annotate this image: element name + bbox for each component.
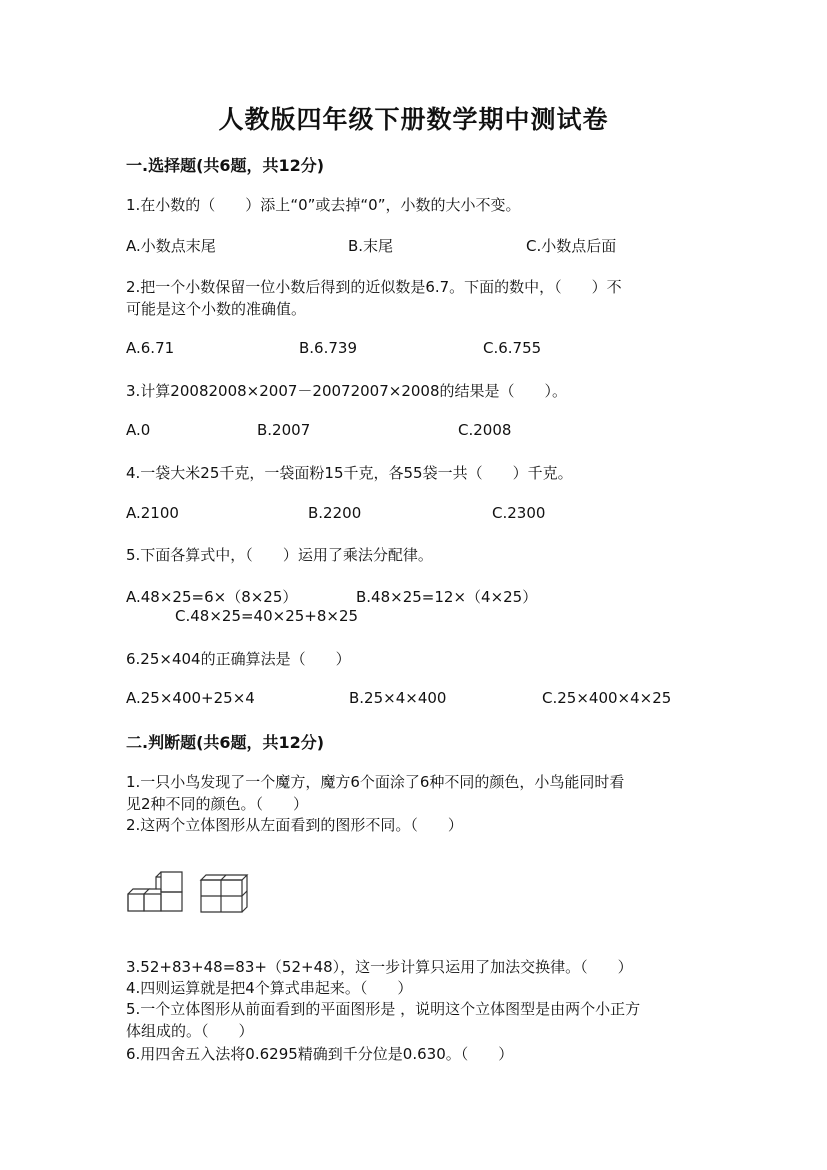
question-3-option-c: C.2008 — [458, 421, 512, 439]
question-1-option-c: C.小数点后面 — [526, 237, 617, 255]
judgement-3-text: 3.52+83+48=83+（52+48），这一步计算只运用了加法交换律。（ ） — [126, 958, 633, 976]
question-5-option-c: C.48×25=40×25+8×25 — [175, 607, 359, 625]
judgement-5-line-2: 体组成的。（ ） — [126, 1022, 254, 1040]
question-5-text: 5.下面各算式中，（ ）运用了乘法分配律。 — [126, 546, 433, 564]
judgement-6-text: 6.用四舍五入法将0.6295精确到千分位是0.630。（ ） — [126, 1045, 514, 1063]
question-5-option-b: B.48×25=12×（4×25） — [356, 588, 538, 606]
question-3-option-a: A.0 — [126, 421, 151, 439]
cube-stack-figure-left — [125, 870, 185, 914]
question-3-text: 3.计算20082008×2007－20072007×2008的结果是（ ）。 — [126, 382, 567, 400]
question-2-text-line-1: 2.把一个小数保留一位小数后得到的近似数是6.7。下面的数中，（ ）不 — [126, 278, 622, 296]
judgement-5-line-1: 5.一个立体图形从前面看到的平面图形是 ，说明这个立体图型是由两个小正方 — [126, 1000, 641, 1018]
question-2-text-line-2: 可能是这个小数的准确值。 — [126, 300, 307, 318]
question-3-option-b: B.2007 — [257, 421, 311, 439]
judgement-2-text: 2.这两个立体图形从左面看到的图形不同。（ ） — [126, 816, 463, 834]
question-1-text: 1.在小数的（ ）添上“0”或去掉“0”，小数的大小不变。 — [126, 196, 521, 214]
question-4-option-a: A.2100 — [126, 504, 179, 522]
question-6-option-c: C.25×400×4×25 — [542, 689, 672, 707]
question-4-option-b: B.2200 — [308, 504, 362, 522]
section-heading-choice: 一.选择题(共6题，共12分) — [126, 156, 325, 175]
section-heading-judgement: 二.判断题(共6题，共12分) — [126, 733, 325, 752]
judgement-4-text: 4.四则运算就是把4个算式串起来。（ ） — [126, 979, 413, 997]
question-2-option-b: B.6.739 — [299, 339, 358, 357]
question-6-text: 6.25×404的正确算法是（ ） — [126, 650, 351, 668]
question-6-option-b: B.25×4×400 — [349, 689, 447, 707]
page-title: 人教版四年级下册数学期中测试卷 — [218, 105, 609, 134]
question-2-option-a: A.6.71 — [126, 339, 175, 357]
question-4-option-c: C.2300 — [492, 504, 546, 522]
question-5-option-a: A.48×25=6×（8×25） — [126, 588, 298, 606]
judgement-1-line-1: 1.一只小鸟发现了一个魔方，魔方6个面涂了6种不同的颜色，小鸟能同时看 — [126, 773, 625, 791]
question-2-option-c: C.6.755 — [483, 339, 542, 357]
cube-stack-figure-right — [198, 872, 250, 914]
question-6-option-a: A.25×400+25×4 — [126, 689, 255, 707]
question-4-text: 4.一袋大米25千克，一袋面粉15千克，各55袋一共（ ）千克。 — [126, 464, 573, 482]
judgement-1-line-2: 见2种不同的颜色。（ ） — [126, 795, 309, 813]
question-1-option-b: B.末尾 — [348, 237, 394, 255]
question-1-option-a: A.小数点末尾 — [126, 237, 216, 255]
